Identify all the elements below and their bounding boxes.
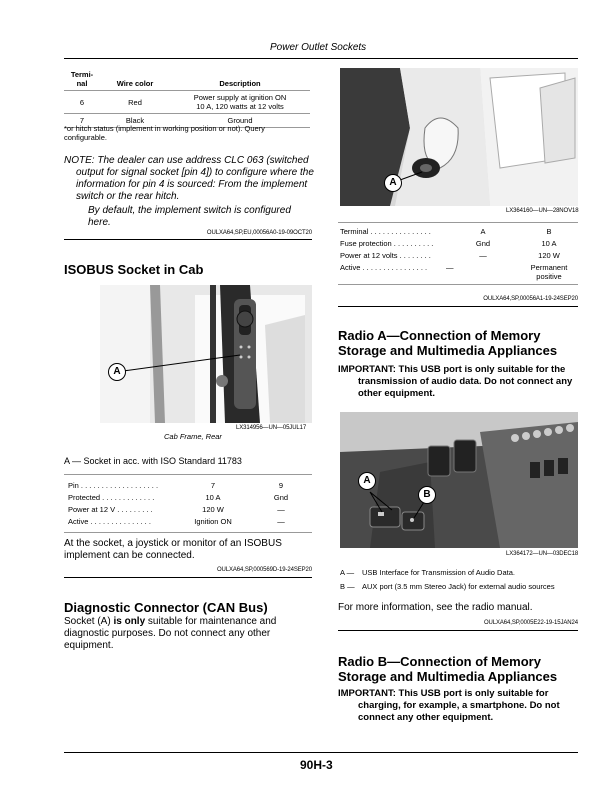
- figure-id: LX364172—UN—03DEC18: [506, 551, 579, 557]
- ref-code: OULXA64,SP,00056A1-19-24SEP20: [483, 296, 578, 302]
- section-rule: [338, 630, 578, 631]
- table-cell: Black: [125, 116, 145, 125]
- section-title-isobus: ISOBUS Socket in Cab: [64, 262, 204, 277]
- spec-row: [340, 263, 578, 281]
- radio-a-legend: [340, 568, 580, 591]
- spec-value: —: [277, 505, 285, 514]
- spec-value: 7: [210, 481, 216, 490]
- radio-a-text: For more information, see the radio manual.: [338, 602, 533, 613]
- legend-text: AUX port (3.5 mm Stereo Jack) for external audio sources: [362, 582, 555, 591]
- spec-row: [68, 481, 312, 493]
- spec-label: Fuse protection . . . . . . . . . .: [340, 239, 434, 248]
- spec-row: [68, 505, 312, 517]
- figure-id: LX314956—UN—05JUL17: [236, 425, 307, 431]
- spec-row: [340, 227, 578, 239]
- section-title-radio-b: Radio B—Connection of Memory Storage and Multimedia Appliances: [338, 654, 558, 684]
- radio-figure: [340, 412, 578, 548]
- callout-a: A: [384, 174, 402, 192]
- isobus-text: At the socket, a joystick or monitor of an ISOBUS implement can be connected.: [64, 538, 282, 561]
- spec-value: Ignition ON: [194, 517, 232, 526]
- isobus-spec-table: [68, 481, 312, 529]
- terminal-table: [64, 70, 310, 128]
- spec-value: Gnd: [475, 239, 491, 248]
- legend-key: A —: [340, 568, 355, 577]
- spec-label: Terminal . . . . . . . . . . . . . . .: [340, 227, 431, 236]
- callout-b: B: [418, 486, 436, 504]
- spec-label: Pin . . . . . . . . . . . . . . . . . . .: [68, 481, 159, 490]
- table-cell: Red: [128, 97, 142, 107]
- section-rule: [64, 239, 312, 240]
- section-rule: [338, 306, 578, 307]
- radio-b-important: IMPORTANT: This USB port is only suitable for charging, for example, a smartphone. Do not connect any other equipment.: [338, 688, 560, 723]
- spec-value: 9: [278, 481, 284, 490]
- spec-label: Power at 12 volts . . . . . . . .: [340, 251, 431, 260]
- spec-row: [68, 493, 312, 505]
- dealer-note: NOTE: The dealer can use address CLC 063 (switched output for signal socket [pin 4]) to configure where the information for pin 4 is sourced: From the implement switch or the rear hitch.: [64, 155, 314, 202]
- spec-value: —: [446, 263, 454, 272]
- spec-value: 10 A: [541, 239, 557, 248]
- spec-label: Power at 12 V . . . . . . . . .: [68, 505, 153, 514]
- figure-id: LX364160—UN—28NOV18: [506, 208, 579, 214]
- diag-text-bold: is only: [113, 616, 146, 627]
- spec-value: 120 W: [202, 505, 224, 514]
- diag-text: [64, 616, 312, 652]
- section-title-radio-a: Radio A—Connection of Memory Storage and Multimedia Appliances: [338, 328, 558, 358]
- spec-value: Permanent positive: [530, 263, 568, 281]
- section-rule: [64, 577, 312, 578]
- table-cell: 7: [79, 116, 85, 125]
- spec-value: 120 W: [538, 251, 560, 260]
- spec-label: Active . . . . . . . . . . . . . . . .: [340, 263, 428, 272]
- table-cell: Power supply at ignition ON 10 A, 120 watts at 12 volts: [193, 93, 287, 111]
- spec-rule: [338, 284, 578, 285]
- spec-value: A: [480, 227, 486, 236]
- isobus-legend: A — Socket in acc. with ISO Standard 11783: [64, 456, 242, 466]
- running-header: Power Outlet Sockets: [270, 42, 367, 53]
- table-footnote: *or hitch status (implement in working position or not). Query configurable.: [64, 124, 265, 142]
- spec-rule: [64, 532, 312, 533]
- footer-rule: [64, 752, 578, 753]
- callout-a: A: [358, 472, 376, 490]
- diag-text-pre: Socket (A): [64, 616, 114, 627]
- spec-label: Protected . . . . . . . . . . . . .: [68, 493, 155, 502]
- col-description: Description: [219, 79, 261, 88]
- isobus-illustration: [100, 285, 312, 423]
- socket-spec-table: [340, 227, 578, 281]
- legend-key: B —: [340, 582, 355, 591]
- isobus-figure: [100, 285, 312, 423]
- spec-row: [340, 239, 578, 251]
- socket-illustration: [340, 68, 578, 206]
- ref-code: OULXA64,SP,000569D-19-24SEP20: [216, 567, 312, 573]
- spec-row: [68, 517, 312, 529]
- socket-figure: [340, 68, 578, 206]
- spec-rule: [64, 474, 312, 475]
- table-cell: 6: [79, 97, 85, 107]
- callout-a: A: [108, 363, 126, 381]
- section-title-diagnostic: Diagnostic Connector (CAN Bus): [64, 600, 268, 615]
- legend-item: [340, 582, 580, 591]
- note-default: By default, the implement switch is configured here.: [88, 205, 291, 228]
- figure-caption: Cab Frame, Rear: [164, 432, 222, 441]
- spec-value: 10 A: [205, 493, 221, 502]
- ref-code: OULXA64,SP,EU,00056A0-19-09OCT20: [206, 230, 312, 236]
- spec-rule: [338, 222, 578, 223]
- legend-item: [340, 568, 580, 577]
- ref-code: OULXA64,SP,0005E22-19-15JAN24: [483, 620, 578, 626]
- spec-label: Active . . . . . . . . . . . . . . .: [68, 517, 151, 526]
- spec-value: B: [546, 227, 552, 236]
- radio-a-important: IMPORTANT: This USB port is only suitable for the transmission of audio data. Do not connect any other equipment.: [338, 364, 573, 399]
- legend-text: USB Interface for Transmission of Audio Data.: [362, 568, 515, 577]
- table-cell: Ground: [227, 116, 253, 125]
- page-number: 90H-3: [300, 758, 333, 772]
- diag-text-post: suitable for maintenance and diagnostic purposes. Do not connect any other equipment.: [64, 616, 277, 651]
- spec-value: Gnd: [273, 493, 289, 502]
- header-rule: [64, 58, 578, 59]
- col-terminal: Termi- nal: [70, 70, 94, 88]
- col-wire-color: Wire color: [116, 79, 154, 88]
- spec-value: —: [277, 517, 285, 526]
- spec-row: [340, 251, 578, 263]
- spec-value: —: [479, 251, 487, 260]
